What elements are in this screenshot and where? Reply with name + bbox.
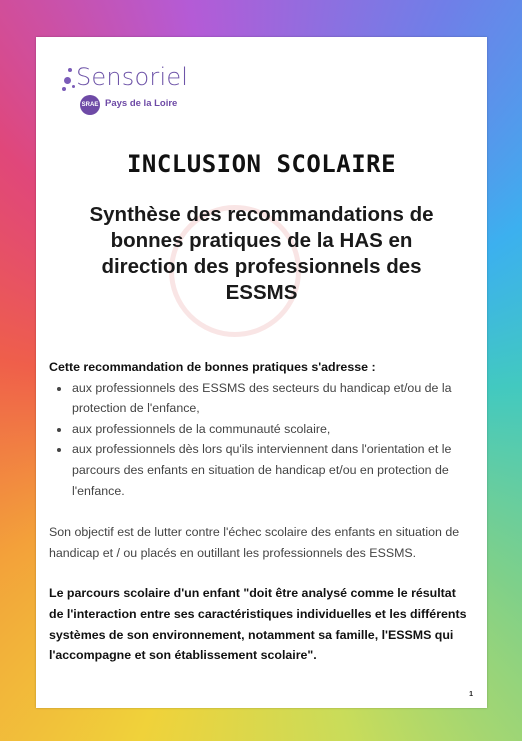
document-page: [36, 37, 487, 708]
page-number: 1: [469, 691, 473, 698]
audience-list: [49, 378, 471, 502]
page-subtitle: Synthèse des recommandations de bonnes pratiques de la HAS en direction des professionnels des ESSMS: [89, 203, 434, 304]
list-item: • aux professionnels des ESSMS des secteurs du handicap et/ou de la protection de l'enfance,: [71, 378, 471, 419]
page-title: INCLUSION SCOLAIRE: [126, 150, 397, 178]
logo-dot-icon: [64, 77, 71, 84]
list-item: • aux professionnels de la communauté scolaire,: [71, 419, 471, 440]
quote-paragraph: Le parcours scolaire d'un enfant "doit être analysé comme le résultat de l'interaction entre ses caractéristiques individuelles et les différents systèmes de son environnement, notamment sa famille, l'ESSMS qui l'accompagne et son établissement scolaire".: [49, 586, 467, 663]
logo-dot-icon: [72, 85, 75, 88]
audience-intro: Cette recommandation de bonnes pratiques s'adresse :: [49, 360, 376, 374]
list-item: • aux professionnels dès lors qu'ils interviennent dans l'orientation et le parcours des enfants en situation de handicap et/ou en protection de l'enfance.: [71, 439, 471, 501]
logo-dot-icon: [62, 87, 66, 91]
logo-dot-icon: [68, 68, 72, 72]
logo-region: Pays de la Loire: [105, 98, 178, 109]
srae-badge: SRAE: [80, 95, 100, 115]
logo-wordmark: Sensoriel: [76, 63, 189, 91]
body-text: [49, 357, 471, 666]
objective-paragraph: Son objectif est de lutter contre l'échec scolaire des enfants en situation de handicap et / ou placés en outillant les professionnels des ESSMS.: [49, 525, 460, 560]
sensoriel-logo: [58, 55, 218, 117]
